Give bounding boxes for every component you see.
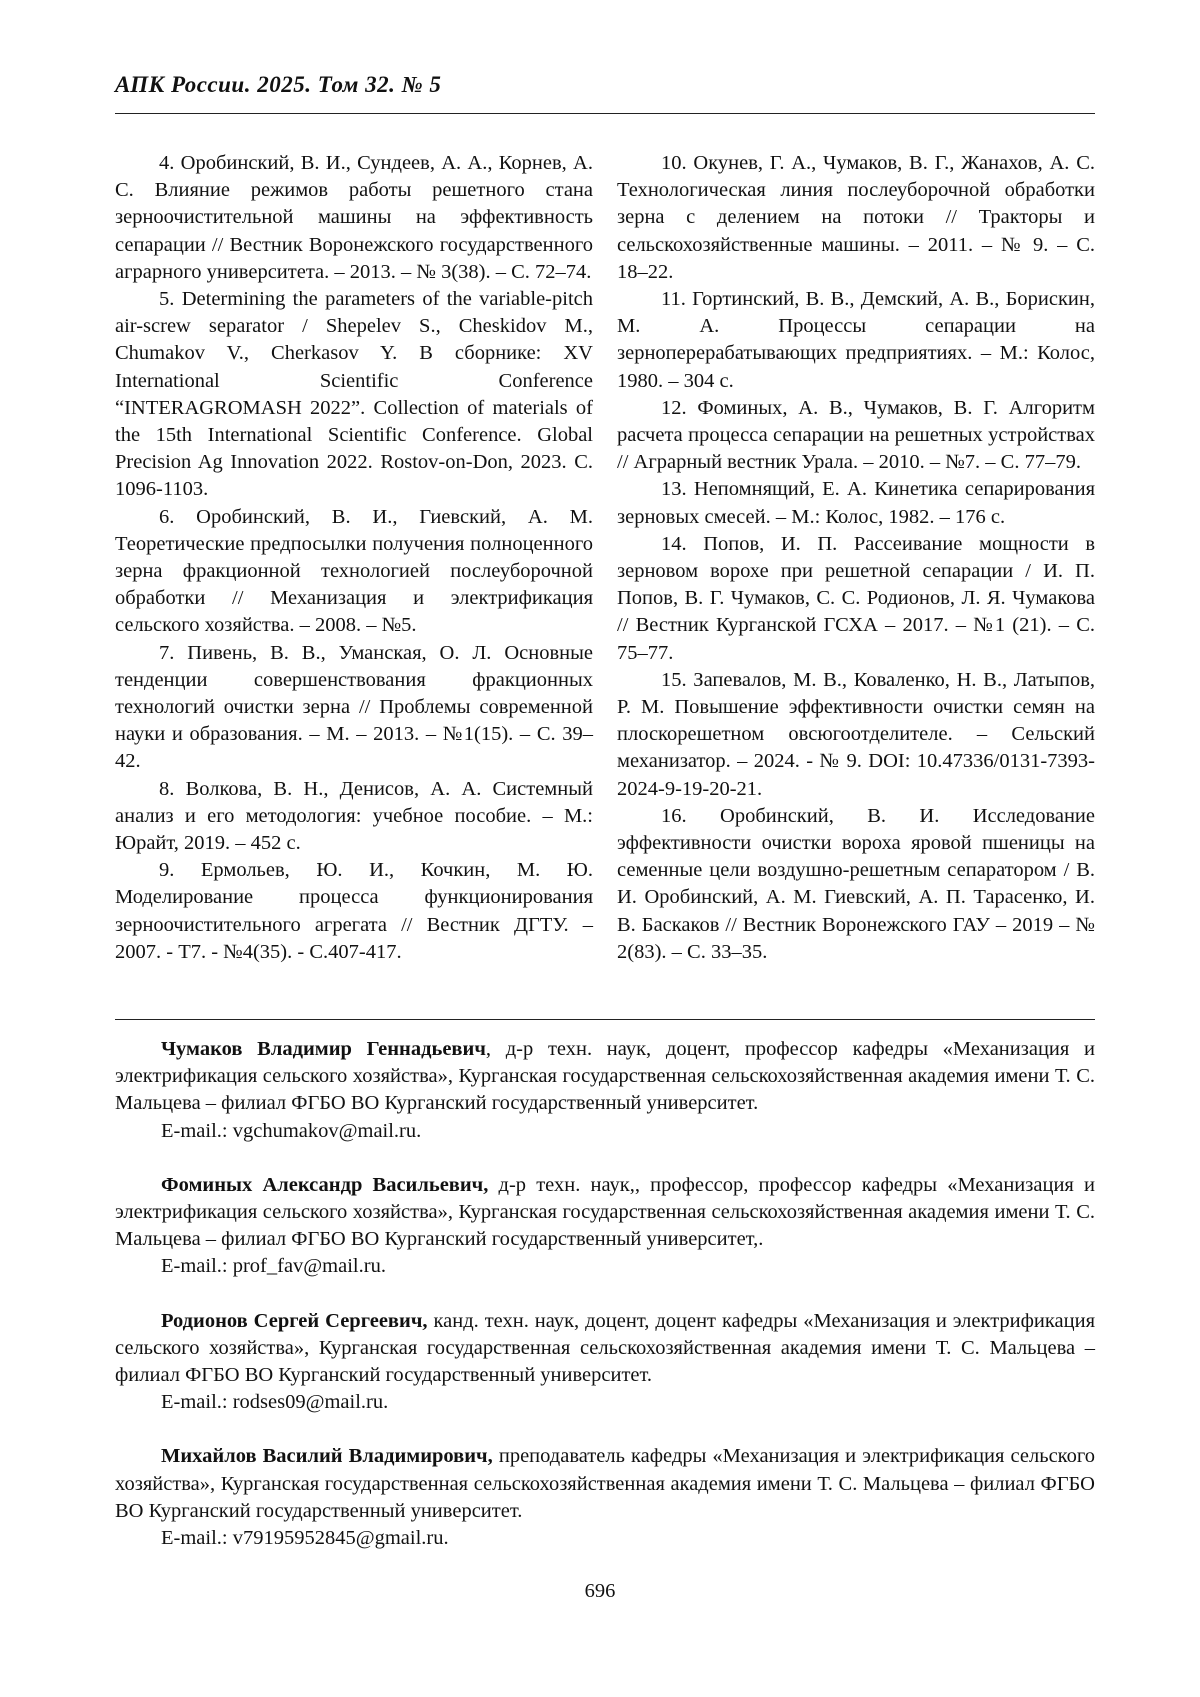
reference-9: 9. Ермольев, Ю. И., Кочкин, М. Ю. Моделирование процесса функционирования зерноочистительного агрегата // Вестник ДГТУ. – 2007. - Т7. - №4(35). - С.407-417. [115,859,593,963]
author-description [115,1036,1095,1118]
author-email: E-mail.: prof_fav@mail.ru. [161,1255,386,1278]
author-block [115,1443,1095,1552]
author-description [115,1443,1095,1525]
author-name: Чумаков Владимир Геннадьевич [161,1038,486,1060]
reference-12: 12. Фоминых, А. В., Чумаков, В. Г. Алгоритм расчета процесса сепарации на решетных устройствах // Аграрный вестник Урала. – 2010. – №7. – С. 77–79. [617,396,1095,474]
reference-13: 13. Непомнящий, Е. А. Кинетика сепарирования зерновых смесей. – М.: Колос, 1982. – 176 с. [617,478,1095,528]
author-block [115,1172,1095,1281]
journal-header: АПК России. 2025. Том 32. № 5 [115,72,442,97]
author-name: Михайлов Василий Владимирович, [161,1445,493,1468]
author-block [115,1036,1095,1145]
author-email: E-mail.: vgchumakov@mail.ru. [161,1119,422,1142]
references-right-column [617,150,1095,966]
reference-5: 5. Determining the parameters of the variable-pitch air-screw separator / Shepelev S., Cheskidov M., Chumakov V., Cherkasov Y. В сборнике: XV International Scientific Conference “INTERAGROMASH 2022”. Collection of materials of the 15th International Scientific Conference. Global Precision Ag Innovation 2022. Rostov-on-Don, 2023. С. 1096-1103. [115,288,593,501]
author-description [115,1172,1095,1254]
authors-divider [115,1019,1095,1020]
reference-15: 15. Запевалов, М. В., Коваленко, Н. В., Латыпов, Р. М. Повышение эффективности очистки семян на плоскорешетном овсюгоотделителе. – Сельский механизатор. – 2024. - № 9. DOI: 10.47336/0131-7393-2024-9-19-20-21. [617,668,1095,800]
page-number: 696 [584,1580,616,1602]
reference-10: 10. Окунев, Г. А., Чумаков, В. Г., Жанахов, А. С. Технологическая линия послеуборочной обработки зерна с делением на потоки // Тракторы и сельскохозяйственные машины. – 2011. – № 9. – С. 18–22. [617,152,1095,283]
author-info: канд. техн. наук, доцент, доцент кафедры «Механизация и электрификация сельского хозяйства», Курганская государственная сельскохозяйственная академия имени Т. С. Мальцева – филиал ФГБО ВО Курганский государственный университет. [115,1309,1096,1387]
reference-14: 14. Попов, И. П. Рассеивание мощности в зерновом ворохе при решетной сепарации / И. П. Попов, В. Г. Чумаков, С. С. Родионов, Л. Я. Чумакова // Вестник Курганской ГСХА – 2017. – №1 (21). – С. 75–77. [617,532,1095,664]
author-info: д-р техн. наук,, профессор, профессор кафедры «Механизация и электрификация сельского хозяйства», Курганская государственная сельскохозяйственная академия имени Т. С. Мальцева – филиал ФГБО ВО Курганский государственный университет,. [115,1173,1095,1251]
reference-11: 11. Гортинский, В. В., Демский, А. В., Борискин, М. А. Процессы сепарации на зерноперерабатывающих предприятиях. – М.: Колос, 1980. – 304 с. [617,288,1095,392]
author-info: , д-р техн. наук, доцент, профессор кафедры «Механизация и электрификация сельского хозяйства», Курганская государственная сельскохозяйственная академия имени Т. С. Мальцева – филиал ФГБО ВО Курганский государственный университет. [115,1038,1095,1115]
reference-7: 7. Пивень, В. В., Уманская, О. Л. Основные тенденции совершенствования фракционных технологий очистки зерна // Проблемы современной науки и образования. – М. – 2013. – №1(15). – С. 39–42. [115,641,593,773]
references-section [115,150,1095,966]
references-left-column [115,150,593,966]
author-info: преподаватель кафедры «Механизация и электрификация сельского хозяйства», Курганская государственная сельскохозяйственная академия имени Т. С. Мальцева – филиал ФГБО ВО Курганский государственный университет. [115,1445,1095,1522]
author-email: E-mail.: v79195952845@gmail.ru. [161,1527,449,1550]
reference-6: 6. Оробинский, В. И., Гиевский, А. М. Теоретические предпосылки получения полноценного зерна фракционной технологией послеуборочной обработки // Механизация и электрификация сельского хозяйства. – 2008. – №5. [115,505,593,637]
author-name: Фоминых Александр Васильевич, [161,1173,489,1196]
reference-4: 4. Оробинский, В. И., Сундеев, А. А., Корнев, А. С. Влияние режимов работы решетного стана зерноочистительной машины на эффективность сепарации // Вестник Воронежского государственного аграрного университета. – 2013. – № 3(38). – С. 72–74. [115,152,593,283]
author-email: E-mail.: rodses09@mail.ru. [161,1391,389,1414]
authors-section [115,1036,1095,1579]
header-divider [115,113,1095,114]
author-block [115,1308,1095,1417]
reference-8: 8. Волкова, В. Н., Денисов, А. А. Системный анализ и его методология: учебное пособие. – М.: Юрайт, 2019. – 452 с. [115,777,593,855]
author-description [115,1308,1095,1390]
author-name: Родионов Сергей Сергеевич, [161,1309,428,1332]
reference-16: 16. Оробинский, В. И. Исследование эффективности очистки вороха яровой пшеницы на семенные цели воздушно-решетным сепаратором / В. И. Оробинский, А. М. Гиевский, А. П. Тарасенко, И. В. Баскаков // Вестник Воронежского ГАУ – 2019 – № 2(83). – С. 33–35. [617,804,1095,963]
